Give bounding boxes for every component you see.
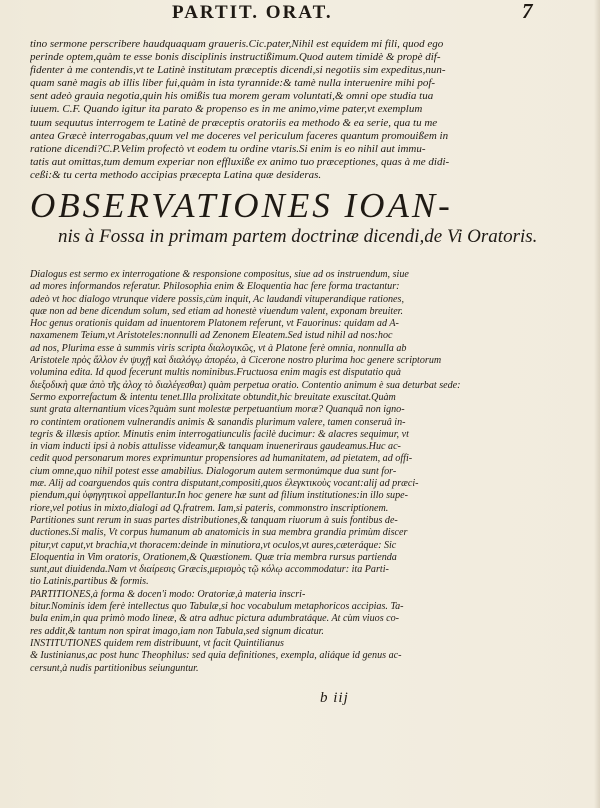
text-line: tatis aut omittas,tum demum experiar non effluxiße ex animo tuo præceptiones, quas à me didi- — [30, 155, 450, 168]
text-line: perinde optem,quàm te esse bonis disciplinis instructißimum.Quod autem timidè & propè dif- — [30, 51, 441, 64]
text-line: tio Latinis,partibus & formis. — [30, 576, 149, 588]
text-line: cium omne,quo nihil potest esse amabilius. Dialogorum autem sermonúmque dua sunt for- — [30, 465, 397, 477]
text-line: ad nos, Plurima esse à summis viris scripta διαλογικῶς, vt à Platone ferè omnia, nonnulla ab — [30, 342, 407, 354]
text-line: sunt,aut diuidenda.Nam vt διαίρεσις Græcis,μερισμὸς τῷ κόλῳ accommodatur: ita Parti- — [30, 564, 389, 576]
text-line: tino sermone perscribere haudquaquam graueris.Cic.pater,Nihil est equidem mi fili, quod ego — [30, 38, 444, 50]
signature-mark: b iij — [320, 690, 349, 706]
text-line: res addit,& tantum non spirat imago,iam non Tabula,sed signum dicatur. — [30, 625, 324, 637]
page-header — [0, 2, 600, 28]
text-line: ad mores informandos referatur. Philosophia enim & Eloquentia hac fere forma tractantur: — [30, 281, 400, 293]
text-line: mæ. Alij ad coarguendos quis contra disputant,compositi,quos ἐλεγκτικοὺς vocant:alij ad præci- — [30, 478, 419, 490]
text-line: naxamenem Teium,vt Aristoteles:nonnulli ad Zenonem Eleatem.Sed istud nihil ad nos:hoc — [30, 330, 393, 342]
text-line: adeò vt hoc dialogo vtrunque videre possis,cùm inquit, Ac laudandi vituperandique rationes, — [30, 293, 404, 305]
text-line: Aristotele πρὸς ἄλλον ἐν ψυχῇ καὶ διαλόγῳ ἀπορέω, à Cicerone nostro plurima hoc genere scriptorum — [30, 355, 442, 367]
text-line: PARTITIONES,à forma & docen'i modo: Oratoriæ,à materia inscri- — [30, 588, 306, 600]
text-line: cersunt,à nudis partitionibus seiunguntur. — [30, 662, 199, 674]
text-line: sunt grata alternantium vices?quàm sunt molestæ perpetuantium moræ? Quanquã non igno- — [30, 404, 405, 416]
running-head: PARTIT. ORAT. — [172, 2, 333, 23]
text-line: iuuem. C.F. Quando igitur ita parato & propenso es in me animo,vime pater,vt exemplum — [30, 103, 423, 116]
text-line: διεξοδικὴ quæ ἀπὸ τῆς ἀλοχ τὸ διαλέγεσθαι) quàm perpetua oratio. Contentio animum è sua deturbat sede: — [30, 379, 461, 391]
page-edge-shadow — [594, 0, 600, 808]
text-line: ratione dicendi?C.P.Velim profectò vt eodem tu ordine vtaris.Si enim is eo nihil aut immu- — [30, 142, 426, 155]
text-line: INSTITUTIONES quidem rem distribuunt, vt facit Quintilianus — [30, 637, 284, 649]
text-line: Eloquentia in Vim oratoris, Orationem,& Quæstionem. Quæ tria membra rursus partienda — [30, 551, 397, 563]
text-line: Partitiones sunt rerum in suas partes distributiones,& tanquam riuorum à suis fontibus de- — [30, 514, 398, 526]
section-title-line2: nis à Fossa in primam partem doctrinæ dicendi,de Vi Oratoris. — [58, 226, 538, 247]
text-line: piendum,qui ὑφηγητικοὶ appellantur.In hoc genere hæ sunt ad filium institutiones:in illo supe- — [30, 490, 408, 502]
text-line: quam sanè magis ab illis liber fui,quàm in ista tyrannide:& tamè nulla interuenire mihi pof- — [30, 77, 436, 90]
text-line: antea Græcè interrogabas,quum vel me doceres vel periculum faceres quantum promouißem in — [30, 129, 449, 142]
text-line: sent adeò grauia negotia,quin his omißis tua morem geram voluntati,& omni ope studia tua — [30, 90, 434, 103]
text-line: fidenter à me contendis,vt te Latinè institutam præceptis dicendi,si negotiis sim expeditus,nun- — [30, 64, 446, 77]
text-line: & Iustinianus,ac post hunc Theophilus: sed quia definitiones, exempla, aliáque id genus ac- — [30, 650, 402, 662]
text-line: tegris & illæsis aptior. Minutis enim interrogatiunculis facilè ducimur: & alacres sequimur, vt — [30, 428, 409, 440]
text-line: volumina edita. Id quod fecerunt multis nominibus.Fructuosa enim magis est disputatio quà — [30, 367, 401, 379]
text-line: pitur,vt caput,vt brachia,vt thoracem:deinde in minutiora,vt oculos,vt aures,cæteráque: Sic — [30, 539, 397, 551]
text-line: Sermo exporrefactum & intentu tenet.Illa prolixitate obtundit,hic breuitate exuscitat.Quàm — [30, 391, 396, 403]
text-line: Hoc genus orationis quidam ad inuentorem Platonem referunt, vt Fauorinus: quidam ad A- — [30, 318, 399, 330]
text-line: ceßi:& tu certa methodo accipias præcepta Latina quæ desideras. — [30, 168, 322, 181]
section-title — [30, 187, 590, 248]
text-line: quæ non ad bene dicendum solum, sed etiam ad honestè viuendum valent, exponam breuiter. — [30, 305, 404, 317]
text-line: bitur.Nominis idem ferè intellectus quo Tabulæ,si hoc vocabulum metaphoricos accipias. Ta- — [30, 601, 404, 613]
text-line: riore,vel potius in mixto,dialogi ad Q.fratrem. Iam,si pateris, commonstro inscriptionem. — [30, 502, 389, 514]
text-line: tuum sequutus interrogem te Latinè de præceptis oratoriis ea methodo & ea serie, qua tu me — [30, 116, 438, 129]
section-title-line1: OBSERVATIONES IOAN- — [30, 186, 453, 225]
observations-text — [30, 269, 586, 675]
text-line: in viam inducti ipsi à nobis attulisse videamur,& tanquam inueneriraus gaudeamus.Huc ac- — [30, 441, 401, 453]
page-number: 7 — [522, 0, 533, 23]
dialogue-text — [30, 38, 586, 182]
text-line: ro contintem orationem vulnerandis animis & sanandis plurimum valere, tamen conseruâ in- — [30, 416, 406, 428]
text-line: cedit quod personarum mores exprimuntur propensiores ad humanitatem, ad pietatem, ad offi- — [30, 453, 413, 465]
text-line: ductiones.Si malis, Vt corpus humanum ab anatomicis in sua membra grandia primùm discer — [30, 527, 408, 539]
text-line: bula enim,in qua primò modo lineæ, & atra adhuc pictura adumbratáque. At cùm viuos co- — [30, 613, 400, 625]
text-line: Dialogus est sermo ex interrogatione & responsione compositus, siue ad os instruendum, siue — [30, 269, 409, 280]
